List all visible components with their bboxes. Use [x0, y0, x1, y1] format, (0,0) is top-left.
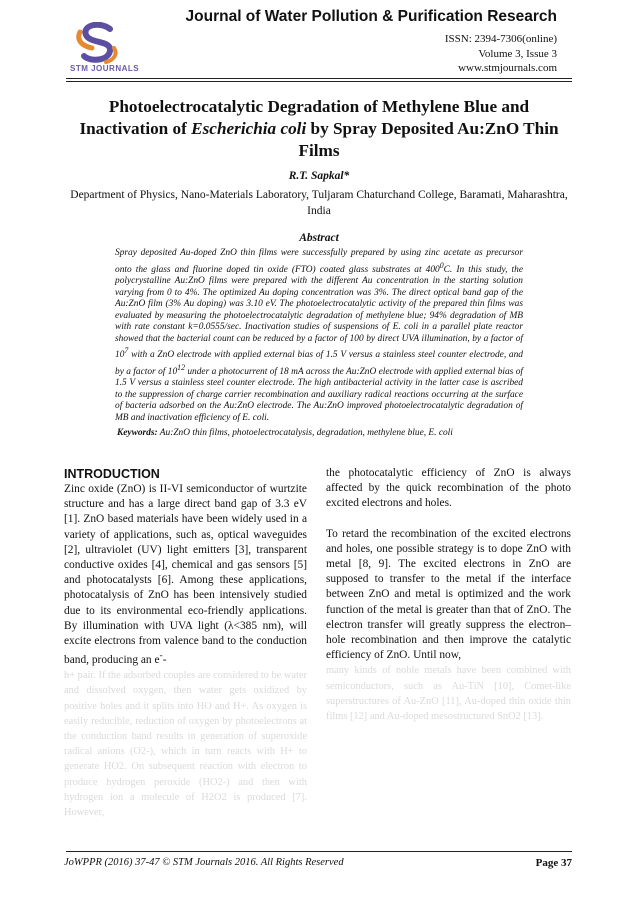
header-rule-top [66, 78, 572, 79]
intro-paragraph-right-2: To retard the recombination of the excited electrons and holes, one possible strategy is to dope ZnO with metal [8, 9]. The excited electrons in ZnO are supposed to transfer to the metal if the interface between ZnO and metal is optimized and the work function of the metal is greater than that of ZnO. The electron transfer will greatly suppress the electron–hole recombination and then improve the catalytic efficiency of ZnO. Until now, [326, 527, 571, 662]
stm-swirl-icon [66, 22, 132, 66]
paragraph-gap [326, 512, 571, 527]
abstract-sup-3: 12 [177, 362, 185, 372]
issn: ISSN: 2394-7306(online) [444, 33, 557, 45]
header-rule-bottom [66, 81, 572, 82]
abstract-text-2: C. In this study, the polycrystalline Au:ZnO films were prepared with the different Au concentration in the starting solution varying from 0 to 4%. The optimized Au doping concentration was 3%. The direct optical band gap of the Au:ZnO film (3% Au doping) was 3.10 eV. The photoelectrocatalytic activity of the prepared thin films was evaluated by measuring the photoelectrocatalytic degradation of methylene blue; 94% degradation of MB with rate constant k=0.0555/sec. Inactivation studies of suspensions of E. coli in a parallel plate reactor showed that the bacterial count can be reduced by a factor of 100 by direct UVA illumination, by a factor of 10 [115, 264, 523, 361]
introduction-heading: INTRODUCTION [64, 467, 160, 481]
footer-citation: JoWPPR (2016) 37-47 © STM Journals 2016. All Rights Reserved [64, 857, 344, 868]
intro-left-text-1: Zinc oxide (ZnO) is II-VI semiconductor of wurtzite structure and has a large direct band gap of 3.3 eV [1]. ZnO based materials have been widely used in a variety of applications, such as, optical waveguides [2], ultraviolet (UV) light emitters [3], transparent conductive oxides [4], chemical and gas sensors [5] and photocatalysts [6]. Among these applications, photocatalysis of ZnO has been intensively studied due to its environmental eco-friendly applications. By illumination with UVA light (λ<385 nm), will excite electrons from valence band to the conduction band, producing an e [64, 483, 307, 667]
intro-paragraph-left [64, 482, 307, 668]
page-number: Page 37 [535, 857, 572, 869]
author: R.T. Sapkal* [288, 170, 350, 182]
abstract-text-1: Spray deposited Au-doped ZnO thin films were successfully prepared by using zinc acetate as precursor onto the glass and fluorine doped tin oxide (FTO) coated glass substrates at 400 [115, 248, 523, 275]
abstract-body [115, 248, 523, 424]
left-column [64, 466, 307, 820]
abstract-text-3: with a ZnO electrode with applied external bias of 1.5 V versus a stainless steel counter electrode, and by a factor of 10 [115, 350, 523, 377]
keywords [117, 428, 587, 438]
volume-issue: Volume 3, Issue 3 [478, 47, 557, 60]
keywords-label: Keywords: [117, 428, 158, 438]
faded-preview-right: many kinds of noble metals have been combined with semiconductors, such as Au-TiN [10], Comet-like superstructures of Au-ZnO [11], Au-doped thin oxide thin films [12] and Au-doped mesostructured SnO2 [13]. [326, 665, 571, 723]
footer-rule [66, 851, 572, 852]
intro-paragraph-right-1: the photocatalytic efficiency of ZnO is always affected by the quick recombination of the photo excited electrons and holes. [326, 467, 571, 510]
journal-title: Journal of Water Pollution & Purification Research [185, 8, 557, 25]
abstract-text-4: under a photocurrent of 18 mA across the Au:ZnO electrode with applied external bias of 1.5 V versus a stainless steel counter electrode. The high antibacterial activity in the latter case is ascribed to the suppression of charge carrier recombination and auxiliary radical reactions occurring at the surface of bacteria adsorbed on the Au:ZnO electrode. The Au:ZnO improved photoelectrocatalytic degradation of MB and inactivation efficiency of E. coli. [115, 366, 524, 423]
logo-text: STM JOURNALS [70, 64, 140, 73]
faded-preview-left: h+ pair. If the adsorbed couples are considered to be water and dissolved oxygen, then water gets oxidized by positive holes and it splits into HO and H+. As oxygen is easily reducible, reduction of oxygen by photoelectrons at the conduction band results in generation of superoxide radical anions (O2-), which in turn reacts with H+ to generate HO2. On subsequent reaction with electron to produce hydrogen peroxide (HO2-) and then with hydrogen ion a molecule of H2O2 is produced [7]. However, [64, 670, 307, 819]
journal-meta [445, 32, 557, 76]
keywords-list: Au:ZnO thin films, photoelectrocatalysis, degradation, methylene blue, E. coli [157, 428, 453, 438]
abstract-heading: Abstract [299, 232, 339, 244]
journal-website[interactable]: www.stmjournals.com [458, 62, 557, 74]
title-species: Escherichia coli [191, 119, 307, 138]
paper-title [66, 96, 572, 162]
right-column [326, 466, 571, 724]
title-part-1: Photoelectrocatalytic Degradation of Methylene Blue and Inactivation of [79, 97, 530, 138]
title-part-2: by Spray Deposited Au:ZnO Thin Films [298, 119, 559, 160]
intro-left-sup: - [159, 651, 163, 662]
abstract-sup-2: 7 [124, 346, 129, 356]
abstract-sup-1: 0 [439, 260, 444, 270]
intro-left-text-2: - [162, 654, 167, 667]
affiliation: Department of Physics, Nano-Materials Laboratory, Tuljaram Chaturchand College, Baramati, Maharashtra, India [70, 189, 568, 217]
